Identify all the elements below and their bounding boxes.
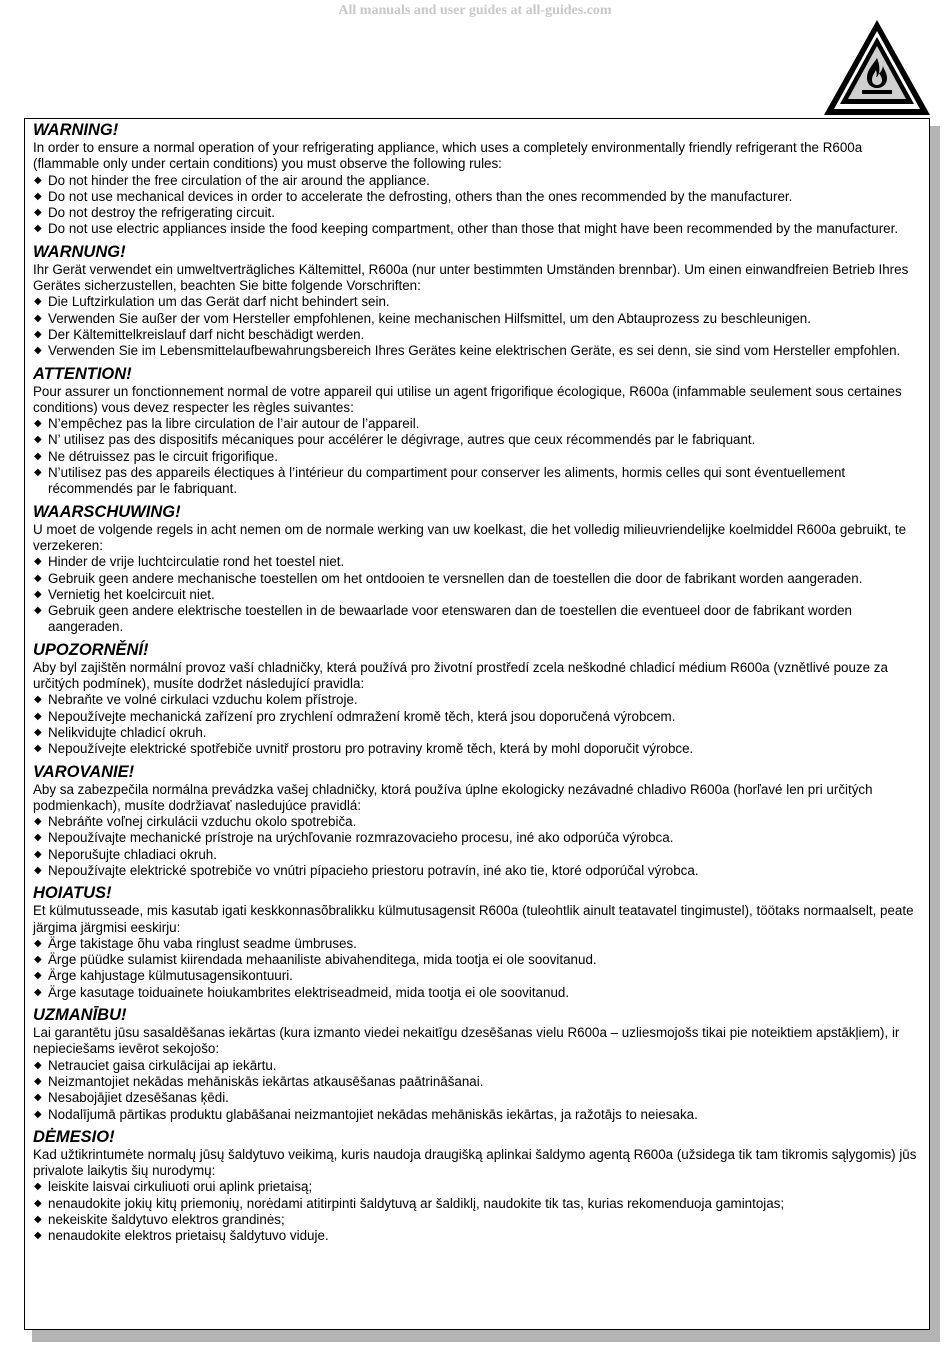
section-intro: Aby byl zajištěn normální provoz vaší chladničky, která používá pro životní prostředí zcela neškodné chladicí médium R600a (vznětlivé pouze za určitých podmínek), musíte dodržet následující pravidla: <box>33 659 888 692</box>
bullet-icon: ◆ <box>34 467 42 479</box>
item-text: Nepoužívajte elektrické spotrebiče vo vnútri pípacieho priestoru potravín, iné ako tie, ktoré odporúčal výrobca. <box>48 862 699 878</box>
list-item <box>33 343 921 359</box>
item-text: Do not use electric appliances inside the food keeping compartment, other than those that might have been recommended by the manufacturer. <box>48 221 899 237</box>
rules-list <box>33 554 921 635</box>
item-text: Verwenden Sie außer der vom Hersteller empfohlenen, keine mechanischen Hilfsmittel, um den Abtauprozess zu beschleunigen. <box>48 310 811 326</box>
warning-section-lt <box>33 1127 921 1245</box>
list-item <box>33 952 921 968</box>
section-intro: Et külmutusseade, mis kasutab igati keskkonnasõbralikku külmutusagensit R600a (tuleohtlik ainult teatavatel tingimustel), töötaks normaalselt, peate järgima järgmisi eeskirju: <box>33 903 914 935</box>
list-item <box>33 294 921 310</box>
bullet-icon: ◆ <box>34 174 42 186</box>
list-item <box>33 1179 921 1195</box>
bullet-icon: ◆ <box>34 743 42 755</box>
section-intro: In order to ensure a normal operation of your refrigerating appliance, which uses a completely environmentally friendly refrigerant the R600a (flammable only under certain conditions) you must observe the following rules: <box>33 140 863 172</box>
list-item <box>33 205 921 221</box>
bullet-icon: ◆ <box>34 726 42 738</box>
bullet-icon: ◆ <box>34 832 42 844</box>
bullet-icon: ◆ <box>34 556 42 568</box>
bullet-icon: ◆ <box>34 345 42 357</box>
bullet-icon: ◆ <box>34 1059 42 1071</box>
section-title: WARNING! <box>33 121 119 139</box>
bullet-icon: ◆ <box>34 1075 42 1087</box>
list-item <box>33 847 921 863</box>
section-title: DĖMESIO! <box>33 1127 115 1146</box>
item-text: nenaudokite elektros prietaisų šaldytuvo viduje. <box>48 1228 329 1244</box>
section-intro: Lai garantētu jūsu sasaldēšanas iekārtas (kura izmanto viedei nekaitīgu dzesēšanas vielu R600a – uzliesmojošs tikai pie noteiktiem apstākļiem), ir nepieciešams ievērot sekojošo: <box>33 1025 900 1057</box>
list-item <box>33 221 921 237</box>
list-item <box>33 936 921 952</box>
list-item <box>33 587 921 603</box>
item-text: Nepoužívajte mechanické prístroje na urýchľovanie rozmrazovacieho procesu, iné ako odporúča výrobca. <box>48 830 674 846</box>
bullet-icon: ◆ <box>34 1181 42 1193</box>
rules-list <box>33 416 921 497</box>
bullet-icon: ◆ <box>34 434 42 446</box>
section-title: WAARSCHUWING! <box>33 502 181 521</box>
section-intro: Ihr Gerät verwendet ein umweltverträgliches Kältemittel, R600a (nur unter bestimmten Umständen brennbar). Um einen einwandfreien Betrieb Ihres Gerätes sicherzustellen, beachten Sie bitte folgende Vorschriften: <box>33 261 909 294</box>
warning-section-nl <box>33 502 921 636</box>
list-item <box>33 1058 921 1074</box>
rules-list <box>33 936 921 1001</box>
list-item <box>33 449 921 465</box>
item-text: Netrauciet gaisa cirkulācijai ap iekārtu. <box>48 1057 277 1073</box>
warning-section-cs <box>33 640 921 758</box>
list-item <box>33 1090 921 1106</box>
bullet-icon: ◆ <box>34 328 42 340</box>
item-text: Ärge kahjustage külmutusagensikontuuri. <box>48 968 293 984</box>
bullet-icon: ◆ <box>34 848 42 860</box>
item-text: Nebraňte ve volné cirkulaci vzduchu kolem přístroje. <box>48 692 358 708</box>
watermark-text: All manuals and user guides at all-guides.com <box>338 3 612 18</box>
item-text: Neporušujte chladiaci okruh. <box>48 846 217 862</box>
item-text: Gebruik geen andere elektrische toestellen in de bewaarlade voor etenswaren dan de toestellen die eventueel door de fabrikant worden aangeraden. <box>48 603 852 635</box>
section-title: UZMANĪBU! <box>33 1006 127 1025</box>
list-item <box>33 1107 921 1123</box>
bullet-icon: ◆ <box>34 1108 42 1120</box>
list-item <box>33 173 921 189</box>
item-text: N’ utilisez pas des dispositifs mécaniques pour accélérer le dégivrage, autres que ceux récommendés par le fabriquant. <box>48 432 756 448</box>
list-item <box>33 1212 921 1228</box>
list-item <box>33 416 921 432</box>
section-intro: Pour assurer un fonctionnement normal de votre appareil qui utilise un agent frigorifique écologique, R600a (infammable seulement sous certaines conditions) vous devez respecter les règles suivantes: <box>33 383 902 415</box>
rules-list <box>33 814 921 879</box>
rules-list <box>33 1058 921 1123</box>
bullet-icon: ◆ <box>34 986 42 998</box>
bullet-icon: ◆ <box>34 710 42 722</box>
bullet-icon: ◆ <box>34 207 42 219</box>
bullet-icon: ◆ <box>34 1214 42 1226</box>
warning-section-fr <box>33 364 921 498</box>
bullet-icon: ◆ <box>34 1092 42 1104</box>
flammable-warning-icon <box>822 18 932 118</box>
list-item <box>33 725 921 741</box>
bullet-icon: ◆ <box>34 450 42 462</box>
list-item <box>33 571 921 587</box>
item-text: Do not hinder the free circulation of the air around the appliance. <box>48 172 430 188</box>
bullet-icon: ◆ <box>34 223 42 235</box>
warning-section-de <box>33 242 921 360</box>
item-text: Nodalījumā pārtikas produktu glabāšanai neizmantojiet nekādas mehāniskās iekārtas, ja ražotājs to neiesaka. <box>48 1106 698 1122</box>
bullet-icon: ◆ <box>34 864 42 876</box>
rules-list <box>33 1179 921 1244</box>
bullet-icon: ◆ <box>34 605 42 617</box>
list-item <box>33 968 921 984</box>
bullet-icon: ◆ <box>34 312 42 324</box>
list-item <box>33 189 921 205</box>
list-item <box>33 1196 921 1212</box>
item-text: nenaudokite jokių kitų priemonių, norėdami atitirpinti šaldytuvą ar šaldiklį, naudokite tik tas, kurias rekomenduoja gamintojas; <box>48 1195 785 1211</box>
bullet-icon: ◆ <box>34 296 42 308</box>
rules-list <box>33 294 921 359</box>
bullet-icon: ◆ <box>34 1197 42 1209</box>
section-title: VAROVANIE! <box>33 762 135 781</box>
bullet-icon: ◆ <box>34 937 42 949</box>
list-item <box>33 554 921 570</box>
warning-section-sk <box>33 762 921 880</box>
item-text: N’empêchez pas la libre circulation de l’air autour de l’appareil. <box>48 416 420 432</box>
warning-section-en <box>33 120 921 238</box>
rules-list <box>33 173 921 238</box>
item-text: Nesabojājiet dzesēšanas ķēdi. <box>48 1090 229 1106</box>
list-item <box>33 985 921 1001</box>
list-item <box>33 311 921 327</box>
item-text: N’utilisez pas des appareils électiques à l’intérieur du compartiment pour conserver les aliments, hormis celles qui sont éventuellement récommendés par le fabriquant. <box>48 465 846 497</box>
section-intro: Kad užtikrintumėte normalų jūsų šaldytuvo veikimą, kuris naudoja draugišką aplinkai šaldymo agentą R600a (užsidega tik tam tikromis sąlygomis) jūs privalote laikytis šių nurodymų: <box>33 1146 917 1179</box>
bullet-icon: ◆ <box>34 588 42 600</box>
bullet-icon: ◆ <box>34 816 42 828</box>
section-title: WARNUNG! <box>33 242 126 261</box>
list-item <box>33 709 921 725</box>
list-item <box>33 1228 921 1244</box>
list-item <box>33 603 921 636</box>
bullet-icon: ◆ <box>34 572 42 584</box>
item-text: Neizmantojiet nekādas mehāniskās iekārtas atkausēšanas paātrināšanai. <box>48 1073 484 1089</box>
list-item <box>33 830 921 846</box>
warning-section-lv <box>33 1005 921 1123</box>
item-text: Vernietig het koelcircuit niet. <box>48 586 215 602</box>
bullet-icon: ◆ <box>34 1230 42 1242</box>
item-text: Do not use mechanical devices in order to accelerate the defrosting, others than the ones recommended by the manufacturer. <box>48 188 793 204</box>
section-intro: Aby sa zabezpečila normálna prevádzka vašej chladničky, ktorá používa úplne ekologicky nezávadné chladivo R600a (horľavé len pri určitých podmienkach), musíte dodržiavať nasledujúce pravidlá: <box>33 781 873 813</box>
list-item <box>33 465 921 498</box>
item-text: Ärge takistage õhu vaba ringlust seadme ümbruses. <box>48 935 357 951</box>
item-text: Do not destroy the refrigerating circuit. <box>48 205 276 221</box>
list-item <box>33 741 921 757</box>
section-title: ATTENTION! <box>33 364 132 383</box>
section-intro: U moet de volgende regels in acht nemen om de normale werking van uw koelkast, die het volledig milieuvriendelijke koelmiddel R600a gebruikt, te verzekeren: <box>33 521 907 553</box>
list-item <box>33 1074 921 1090</box>
item-text: leiskite laisvai cirkuliuoti orui aplink prietaisą; <box>48 1179 313 1195</box>
list-item <box>33 327 921 343</box>
item-text: Die Luftzirkulation um das Gerät darf nicht behindert sein. <box>48 294 390 310</box>
section-title: UPOZORNĚNÍ! <box>33 640 149 659</box>
bullet-icon: ◆ <box>34 190 42 202</box>
section-title: HOIATUS! <box>33 884 112 903</box>
item-text: Nepoužívejte mechanická zařízení pro zrychlení odmražení kromě těch, která jsou doporučená výrobcem. <box>48 708 676 724</box>
item-text: Ärge püüdke sulamist kiirendada mehaaniliste abivahenditega, mida tootja ei ole soovitanud. <box>48 952 597 968</box>
bullet-icon: ◆ <box>34 418 42 430</box>
bullet-icon: ◆ <box>34 954 42 966</box>
list-item <box>33 814 921 830</box>
bullet-icon: ◆ <box>34 694 42 706</box>
item-text: Nelikvidujte chladicí okruh. <box>48 724 207 740</box>
item-text: Nepoužívejte elektrické spotřebiče uvnitř prostoru pro potraviny kromě těch, která by mohl doporučit výrobce. <box>48 741 694 757</box>
item-text: Gebruik geen andere mechanische toestellen om het ontdooien te versnellen dan de toestellen die door de fabrikant worden aangeraden. <box>48 570 863 586</box>
item-text: Ne détruissez pas le circuit frigorifique. <box>48 448 278 464</box>
warning-section-et <box>33 883 921 1001</box>
item-text: nekeiskite šaldytuvo elektros grandinės; <box>48 1212 285 1228</box>
list-item <box>33 863 921 879</box>
bullet-icon: ◆ <box>34 970 42 982</box>
item-text: Hinder de vrije luchtcirculatie rond het toestel niet. <box>48 554 345 570</box>
list-item <box>33 432 921 448</box>
item-text: Verwenden Sie im Lebensmittelaufbewahrungsbereich Ihres Gerätes keine elektrischen Geräte, es sei denn, sie sind vom Hersteller empfohlen. <box>48 343 901 359</box>
warnings-panel <box>24 118 930 1330</box>
list-item <box>33 692 921 708</box>
item-text: Der Kältemittelkreislauf darf nicht beschädigt werden. <box>48 326 365 342</box>
rules-list <box>33 692 921 757</box>
item-text: Ärge kasutage toiduainete hoiukambrites elektriseadmeid, mida tootja ei ole soovitanud. <box>48 984 570 1000</box>
item-text: Nebráňte voľnej cirkulácii vzduchu okolo spotrebiča. <box>48 814 357 830</box>
